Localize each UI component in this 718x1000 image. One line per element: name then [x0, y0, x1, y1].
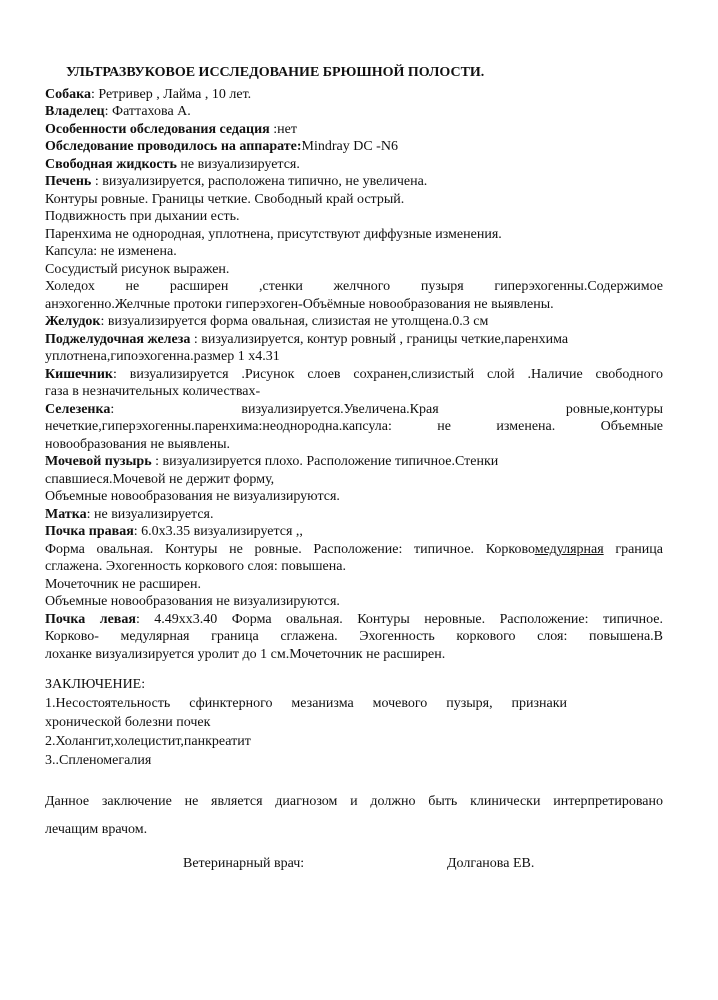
field-text: Паренхима не однородная, уплотнена, присутствуют диффузные изменения.: [45, 226, 502, 242]
report-line: [45, 313, 663, 331]
field-text: Подвижность при дыхании есть.: [45, 209, 240, 224]
conclusion-item: 1.Несостоятельность сфинктерного мезанизма мочевого пузыря, признаки: [45, 696, 567, 711]
report-body: [45, 86, 663, 664]
report-line: [45, 593, 663, 611]
field-label: Селезенка: [45, 401, 111, 417]
field-text: : Ретривер , Лайма , 10 лет.: [90, 86, 252, 102]
report-line: [45, 418, 663, 436]
report-line: [45, 366, 663, 384]
report-line: [45, 646, 663, 664]
report-line: [45, 138, 663, 156]
report-line: [45, 471, 663, 489]
report-line: [45, 506, 663, 524]
field-text: : 4.49хх3.40 Форма овальная. Контуры неровные. Расположение: типичное.: [135, 611, 663, 627]
field-text: уплотнена,гипоэхогенна.размер 1 х4.31: [45, 349, 280, 364]
report-line: [45, 401, 663, 419]
field-label: Мочевой пузырь: [45, 454, 152, 469]
report-line: [45, 331, 663, 349]
field-label: Свободная жидкость: [45, 156, 177, 172]
report-line: [45, 191, 663, 209]
report-line: [45, 576, 663, 594]
field-label: Поджелудочная железа: [45, 331, 191, 347]
field-label: Почка левая: [45, 611, 136, 627]
field-text: граница: [603, 541, 663, 557]
field-text: Сосудистый рисунок выражен.: [45, 261, 230, 277]
field-text: лоханке визуализируется уролит до 1 см.Мочеточник не расширен.: [45, 646, 446, 662]
document-title: УЛЬТРАЗВУКОВОЕ ИССЛЕДОВАНИЕ БРЮШНОЙ ПОЛОСТИ.: [66, 65, 485, 80]
disclaimer: [45, 788, 663, 844]
report-line: [45, 261, 663, 279]
conclusion-heading: ЗАКЛЮЧЕНИЕ:: [45, 677, 146, 692]
field-text: новообразования не выявлены.: [45, 436, 231, 452]
field-text: : визуализируется .Рисунок слоев сохранен,слизистый слой .Наличие свободного: [113, 366, 663, 382]
field-text: Корково- медулярная граница сглажена. Эхогенность коркового слоя: повышена.В: [45, 629, 663, 644]
field-label: Матка: [45, 506, 87, 522]
field-text: : не визуализируется.: [86, 506, 214, 522]
conclusion-item: 3..Спленомегалия: [45, 753, 152, 768]
document-content: [45, 64, 663, 874]
field-label: Печень: [45, 174, 92, 189]
field-text: Объемные новообразования не визуализируются.: [45, 489, 340, 504]
report-line: [45, 121, 663, 139]
underlined-text: медулярная: [534, 541, 604, 557]
field-label: Желудок: [45, 314, 101, 329]
field-text: газа в незначительных количествах-: [45, 384, 261, 399]
field-text: анэхогенно.Желчные протоки гиперэхоген-Объёмные новообразования не выявлены.: [45, 296, 554, 312]
field-text: : визуализируется, расположена типично, не увеличена.: [91, 174, 428, 189]
field-label: Собака: [45, 86, 91, 102]
report-line: [45, 611, 663, 629]
field-text: Форма овальная. Контуры не ровные. Расположение: типичное. Корково: [45, 541, 535, 557]
report-line: [45, 243, 663, 261]
field-text: : визуализируется форма овальная, слизистая не утолщена.0.3 см: [100, 314, 489, 329]
signature-role-label: Ветеринарный врач:: [183, 856, 305, 871]
field-label: Кишечник: [45, 366, 113, 382]
field-text: нечеткие,гиперэхогенны.паренхима:неоднородна.капсула: не изменена. Объемные: [45, 419, 663, 434]
signature-row: [45, 856, 663, 874]
report-line: [45, 348, 663, 366]
report-line: [45, 156, 663, 174]
report-line: [45, 226, 663, 244]
report-line: [45, 436, 663, 454]
report-line: [45, 628, 663, 646]
field-text: : визуализируется.Увеличена.Края ровные,контуры: [110, 401, 663, 417]
field-text: Капсула: не изменена.: [45, 244, 177, 259]
field-text: :нет: [269, 121, 297, 137]
conclusion-item: 2.Холангит,холецистит,панкреатит: [45, 734, 251, 749]
field-text: : визуализируется плохо. Расположение типичное.Стенки: [151, 454, 499, 469]
signature-name: Долганова ЕВ.: [447, 856, 535, 871]
disclaimer-line: Данное заключение не является диагнозом и должно быть клинически интерпретировано: [45, 794, 663, 809]
field-label: Владелец: [45, 104, 105, 119]
report-line: [45, 523, 663, 541]
report-line: [45, 86, 663, 104]
field-text: Холедох не расширен ,стенки желчного пузыря гиперэхогенны.Содержимое: [45, 279, 663, 294]
field-label: Обследование проводилось на аппарате:: [45, 139, 302, 154]
report-line: [45, 103, 663, 121]
report-line: [45, 173, 663, 191]
field-text: Контуры ровные. Границы четкие. Свободный край острый.: [45, 191, 405, 207]
report-line: [45, 383, 663, 401]
field-text: : Фаттахова А.: [104, 104, 191, 119]
report-line: [45, 453, 663, 471]
report-line: [45, 541, 663, 559]
field-text: Мочеточник не расширен.: [45, 576, 202, 592]
disclaimer-line: лечащим врачом.: [45, 822, 148, 837]
field-text: Объемные новообразования не визуализируются.: [45, 594, 340, 609]
field-text: не визуализируется.: [176, 156, 300, 172]
report-line: [45, 296, 663, 314]
field-text: : визуализируется, контур ровный , границы четкие,паренхима: [190, 331, 569, 347]
field-text: Mindray DC -N6: [301, 139, 398, 154]
report-line: [45, 278, 663, 296]
field-text: : 6.0х3.35 визуализируется ,,: [133, 524, 303, 539]
field-label: Особенности обследования седация: [45, 121, 270, 137]
field-label: Почка правая: [45, 524, 134, 539]
report-line: [45, 558, 663, 576]
report-line: [45, 208, 663, 226]
report-line: [45, 488, 663, 506]
field-text: спавшиеся.Мочевой не держит форму,: [45, 471, 275, 487]
conclusion-item: хронической болезни почек: [45, 715, 211, 730]
field-text: сглажена. Эхогенность коркового слоя: повышена.: [45, 559, 346, 574]
